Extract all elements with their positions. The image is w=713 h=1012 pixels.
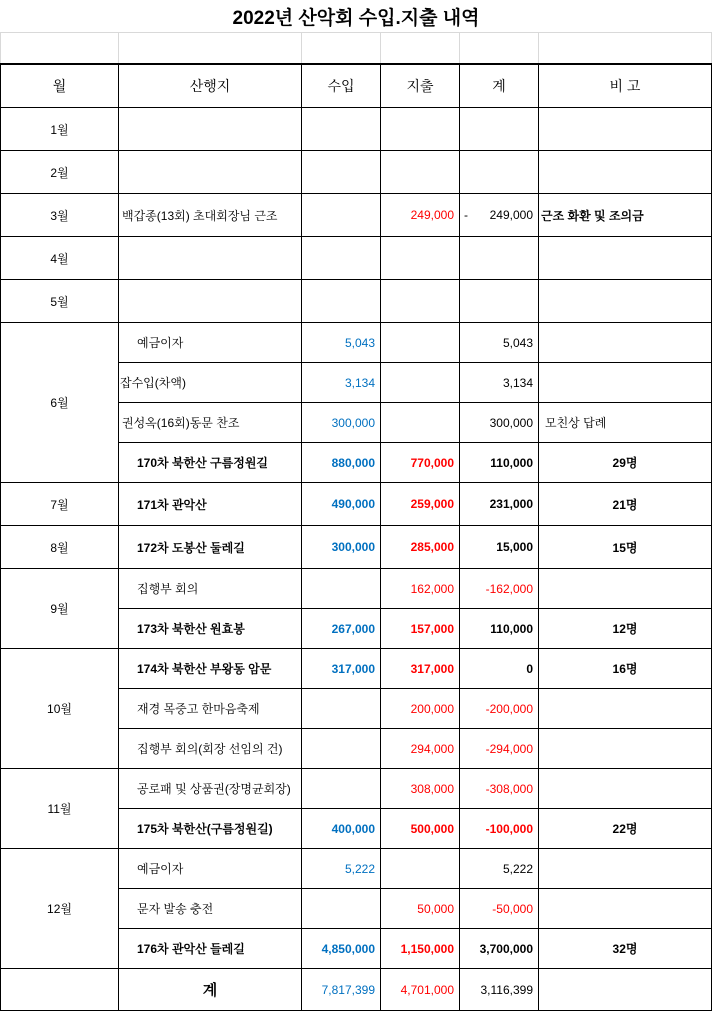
income-cell	[302, 237, 380, 279]
expense-cell: 1,150,000	[381, 929, 459, 968]
total-sign: -	[464, 208, 468, 222]
income-cell: 400,000	[302, 809, 380, 848]
place-cell: 권성옥(16회)동문 찬조	[119, 403, 301, 442]
empty-cell	[460, 33, 538, 63]
month-cell: 8월	[1, 526, 118, 568]
income-cell: 880,000	[302, 443, 380, 482]
income-cell: 490,000	[302, 483, 380, 525]
summary-month-cell	[1, 969, 118, 1010]
empty-cell	[539, 33, 711, 63]
total-cell: 231,000	[460, 483, 538, 525]
place-cell: 170차 북한산 구름정원길	[119, 443, 301, 482]
total-cell	[460, 280, 538, 322]
income-cell	[302, 889, 380, 928]
income-cell: 4,850,000	[302, 929, 380, 968]
total-cell: -294,000	[460, 729, 538, 768]
summary-total: 3,116,399	[460, 969, 538, 1010]
total-cell	[460, 108, 538, 150]
place-cell: 문자 발송 충전	[119, 889, 301, 928]
income-cell	[302, 108, 380, 150]
month-cell: 9월	[1, 569, 118, 648]
note-cell	[539, 280, 711, 322]
note-cell	[539, 323, 711, 362]
expense-cell	[381, 280, 459, 322]
month-cell: 3월	[1, 194, 118, 236]
expense-cell	[381, 403, 459, 442]
note-cell	[539, 363, 711, 402]
header-month: 월	[1, 65, 118, 107]
place-cell: 집행부 회의	[119, 569, 301, 608]
income-cell	[302, 569, 380, 608]
empty-cell	[381, 33, 459, 63]
expense-cell: 200,000	[381, 689, 459, 728]
note-cell: 12명	[539, 609, 711, 648]
total-cell	[460, 151, 538, 193]
total-cell: 110,000	[460, 443, 538, 482]
total-cell: -308,000	[460, 769, 538, 808]
income-cell: 3,134	[302, 363, 380, 402]
empty-cell	[302, 33, 380, 63]
month-cell: 11월	[1, 769, 118, 848]
note-cell: 모친상 답례	[539, 403, 711, 442]
expense-cell	[381, 323, 459, 362]
note-cell	[539, 108, 711, 150]
note-cell	[539, 729, 711, 768]
month-cell: 7월	[1, 483, 118, 525]
expense-cell: 317,000	[381, 649, 459, 688]
place-cell	[119, 151, 301, 193]
header-note: 비 고	[539, 65, 711, 107]
note-cell: 29명	[539, 443, 711, 482]
total-cell: -100,000	[460, 809, 538, 848]
place-cell: 공로패 및 상품권(장명균회장)	[119, 769, 301, 808]
expense-cell	[381, 849, 459, 888]
expense-cell: 285,000	[381, 526, 459, 568]
total-cell: 5,043	[460, 323, 538, 362]
header-expense: 지출	[381, 65, 459, 107]
header-place: 산행지	[119, 65, 301, 107]
place-cell: 175차 북한산(구름정원길)	[119, 809, 301, 848]
header-income: 수입	[302, 65, 380, 107]
note-cell: 32명	[539, 929, 711, 968]
income-cell	[302, 769, 380, 808]
month-cell: 5월	[1, 280, 118, 322]
note-cell	[539, 769, 711, 808]
total-cell: -50,000	[460, 889, 538, 928]
place-cell: 잡수입(차액)	[119, 363, 301, 402]
sheet-title: 2022년 산악회 수입.지출 내역	[232, 7, 480, 29]
place-cell: 백갑종(13회) 초대회장님 근조	[119, 194, 301, 236]
note-cell: 21명	[539, 483, 711, 525]
note-cell	[539, 889, 711, 928]
empty-cell	[1, 33, 118, 63]
expense-cell: 50,000	[381, 889, 459, 928]
month-cell: 2월	[1, 151, 118, 193]
header-total: 계	[460, 65, 538, 107]
total-cell: 3,134	[460, 363, 538, 402]
place-cell: 172차 도봉산 둘레길	[119, 526, 301, 568]
note-cell: 16명	[539, 649, 711, 688]
income-cell	[302, 280, 380, 322]
summary-expense: 4,701,000	[381, 969, 459, 1010]
total-cell: 110,000	[460, 609, 538, 648]
expense-cell	[381, 237, 459, 279]
note-cell	[539, 151, 711, 193]
income-cell: 317,000	[302, 649, 380, 688]
expense-cell: 162,000	[381, 569, 459, 608]
income-cell	[302, 729, 380, 768]
month-cell: 12월	[1, 849, 118, 968]
total-cell: -200,000	[460, 689, 538, 728]
place-cell: 171차 관악산	[119, 483, 301, 525]
note-cell	[539, 849, 711, 888]
total-cell	[460, 237, 538, 279]
place-cell: 재경 목중고 한마음축제	[119, 689, 301, 728]
place-cell: 176차 관악산 들레길	[119, 929, 301, 968]
income-cell: 5,222	[302, 849, 380, 888]
place-cell	[119, 280, 301, 322]
total-cell	[460, 194, 538, 236]
income-cell	[302, 689, 380, 728]
income-cell	[302, 194, 380, 236]
place-cell: 집행부 회의(회장 선임의 건)	[119, 729, 301, 768]
expense-cell: 249,000	[381, 194, 459, 236]
total-amount: 249,000	[489, 208, 533, 222]
total-cell: 300,000	[460, 403, 538, 442]
total-cell: 0	[460, 649, 538, 688]
total-cell: 5,222	[460, 849, 538, 888]
expense-cell	[381, 108, 459, 150]
note-cell	[539, 689, 711, 728]
expense-cell: 259,000	[381, 483, 459, 525]
note-cell	[539, 237, 711, 279]
blank-spacer-row	[0, 32, 712, 63]
total-cell: 3,700,000	[460, 929, 538, 968]
expense-cell: 308,000	[381, 769, 459, 808]
expense-cell: 294,000	[381, 729, 459, 768]
income-cell: 5,043	[302, 323, 380, 362]
summary-label: 계	[119, 969, 301, 1010]
month-cell: 10월	[1, 649, 118, 768]
expense-cell	[381, 363, 459, 402]
total-cell: -162,000	[460, 569, 538, 608]
note-cell	[539, 569, 711, 608]
place-cell: 예금이자	[119, 849, 301, 888]
note-cell: 15명	[539, 526, 711, 568]
note-cell: 근조 화환 및 조의금	[539, 194, 711, 236]
income-cell	[302, 151, 380, 193]
place-cell	[119, 108, 301, 150]
ledger-table	[0, 63, 712, 1011]
expense-cell	[381, 151, 459, 193]
month-cell: 6월	[1, 323, 118, 482]
income-cell: 267,000	[302, 609, 380, 648]
expense-cell: 500,000	[381, 809, 459, 848]
summary-note-cell	[539, 969, 711, 1010]
expense-cell: 157,000	[381, 609, 459, 648]
place-cell: 174차 북한산 부왕동 암문	[119, 649, 301, 688]
place-cell: 예금이자	[119, 323, 301, 362]
income-cell: 300,000	[302, 526, 380, 568]
month-cell: 4월	[1, 237, 118, 279]
empty-cell	[119, 33, 301, 63]
place-cell	[119, 237, 301, 279]
place-cell: 173차 북한산 원효봉	[119, 609, 301, 648]
income-cell: 300,000	[302, 403, 380, 442]
summary-income: 7,817,399	[302, 969, 380, 1010]
total-cell: 15,000	[460, 526, 538, 568]
note-cell: 22명	[539, 809, 711, 848]
month-cell: 1월	[1, 108, 118, 150]
expense-cell: 770,000	[381, 443, 459, 482]
